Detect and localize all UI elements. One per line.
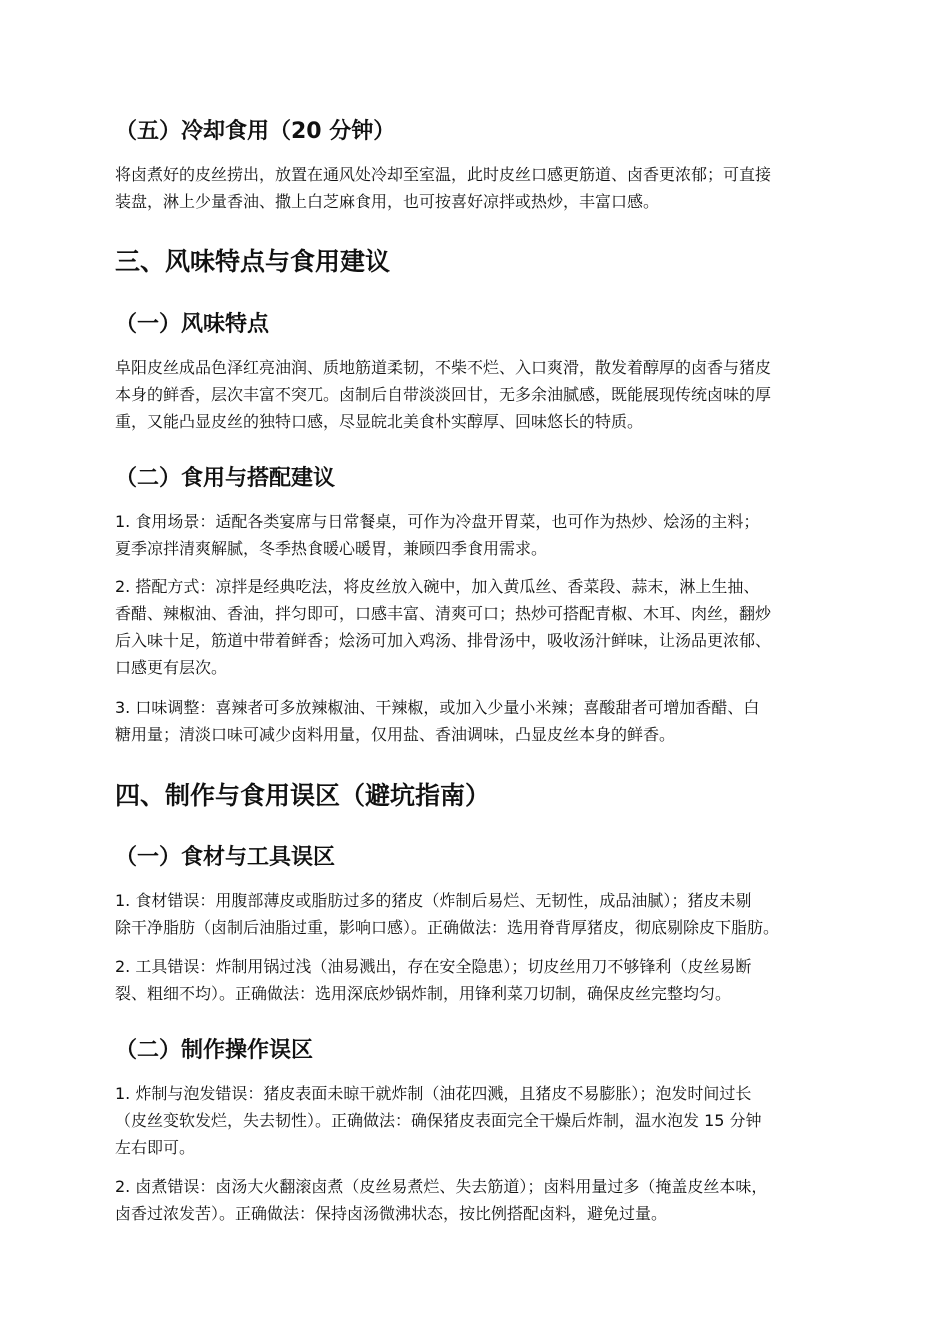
text-line: （皮丝变软发烂，失去韧性）。正确做法：确保猪皮表面完全干燥后炸制，温水泡发 15 分钟 <box>115 1111 762 1130</box>
section-heading-suggestions: （二）食用与搭配建议 <box>115 466 336 491</box>
text-line: 口感更有层次。 <box>115 658 228 677</box>
text-line: 后入味十足，筋道中带着鲜香；烩汤可加入鸡汤、排骨汤中，吸收汤汁鲜味，让汤品更浓郁、 <box>115 631 772 650</box>
text-line: 1. 炸制与泡发错误：猪皮表面未晾干就炸制（油花四溅，且猪皮不易膨胀）；泡发时间过长 <box>115 1084 752 1103</box>
section-heading-operation: （二）制作操作误区 <box>115 1038 314 1063</box>
list-item-ingredient-mistake <box>115 887 841 941</box>
text-line: 2. 工具错误：炸制用锅过浅（油易溅出，存在安全隐患）；切皮丝用刀不够锋利（皮丝易断 <box>115 957 752 976</box>
text-line: 1. 食材错误：用腹部薄皮或脂肪过多的猪皮（炸制后易烂、无韧性，成品油腻）；猪皮未剔 <box>115 891 752 910</box>
text-line: 重，又能凸显皮丝的独特口感，尽显皖北美食朴实醇厚、回味悠长的特质。 <box>115 412 644 431</box>
text-line: 糖用量；清淡口味可减少卤料用量，仅用盐、香油调味，凸显皮丝本身的鲜香。 <box>115 725 676 744</box>
text-line: 阜阳皮丝成品色泽红亮油润、质地筋道柔韧，不柴不烂、入口爽滑，散发着醇厚的卤香与猪皮 <box>115 358 772 377</box>
text-line: 2. 搭配方式：凉拌是经典吃法，将皮丝放入碗中，加入黄瓜丝、香菜段、蒜末，淋上生抽、 <box>115 577 760 596</box>
text-line: 左右即可。 <box>115 1138 196 1157</box>
list-item-scene <box>115 508 841 562</box>
list-item-frying-mistake <box>115 1080 841 1161</box>
text-line: 裂、粗细不均）。正确做法：选用深底炒锅炸制，用锋利菜刀切制，确保皮丝完整均匀。 <box>115 984 732 1003</box>
text-line: 装盘，淋上少量香油、撒上白芝麻食用，也可按喜好凉拌或热炒，丰富口感。 <box>115 192 660 211</box>
text-line: 本身的鲜香，层次丰富不突兀。卤制后自带淡淡回甘，无多余油腻感，既能展现传统卤味的厚 <box>115 385 772 404</box>
chapter-heading-mistakes: 四、制作与食用误区（避坑指南） <box>115 781 491 810</box>
section-heading-ingredients: （一）食材与工具误区 <box>115 845 336 870</box>
text-line: 除干净脂肪（卤制后油脂过重，影响口感）。正确做法：选用脊背厚猪皮，彻底剔除皮下脂肪。 <box>115 918 780 937</box>
list-item-pairing <box>115 573 841 681</box>
text-line: 香醋、辣椒油、香油，拌匀即可，口感丰富、清爽可口；热炒可搭配青椒、木耳、肉丝，翻炒 <box>115 604 772 623</box>
text-line: 1. 食用场景：适配各类宴席与日常餐桌，可作为冷盘开胃菜，也可作为热炒、烩汤的主料； <box>115 512 760 531</box>
text-line: 卤香过浓发苦）。正确做法：保持卤汤微沸状态，按比例搭配卤料，避免过量。 <box>115 1204 668 1223</box>
paragraph-cooling <box>115 161 841 215</box>
text-line: 夏季凉拌清爽解腻，冬季热食暖心暖胃，兼顾四季食用需求。 <box>115 539 548 558</box>
list-item-taste <box>115 694 841 748</box>
text-line: 3. 口味调整：喜辣者可多放辣椒油、干辣椒，或加入少量小米辣；喜酸甜者可增加香醋、白 <box>115 698 760 717</box>
text-line: 2. 卤煮错误：卤汤大火翻滚卤煮（皮丝易煮烂、失去筋道）；卤料用量过多（掩盖皮丝本味， <box>115 1177 768 1196</box>
section-heading-features: （一）风味特点 <box>115 312 270 337</box>
list-item-braising-mistake <box>115 1173 841 1227</box>
paragraph-features <box>115 354 841 435</box>
text-line: 将卤煮好的皮丝捞出，放置在通风处冷却至室温，此时皮丝口感更筋道、卤香更浓郁；可直接 <box>115 165 772 184</box>
list-item-tool-mistake <box>115 953 841 1007</box>
chapter-heading-flavor: 三、风味特点与食用建议 <box>115 247 391 276</box>
section-heading-cooling: （五）冷却食用（20 分钟） <box>115 119 396 144</box>
